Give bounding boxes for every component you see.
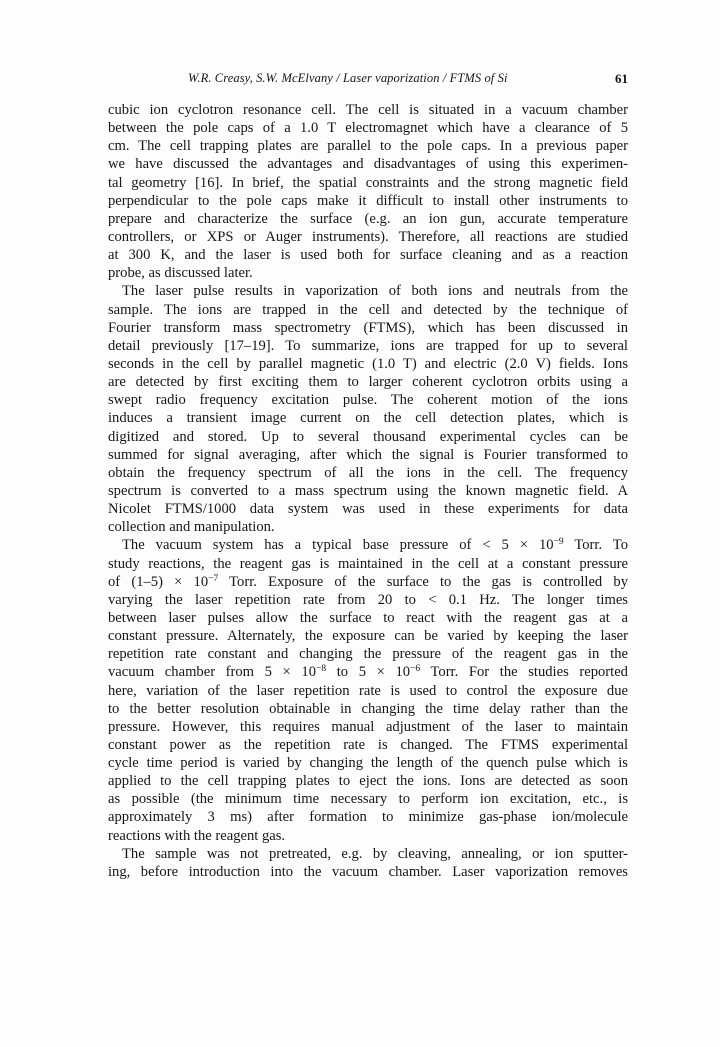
paragraph (108, 845, 628, 881)
running-title: W.R. Creasy, S.W. McElvany / Laser vaporization / FTMS of Si (188, 71, 508, 85)
body-text (108, 101, 628, 881)
text-line: ing, before introduction into the vacuum chamber. Laser vaporization removes (108, 863, 628, 880)
text-line: spectrum is converted to a mass spectrum using the known magnetic field. A (108, 482, 628, 499)
text-line: we have discussed the advantages and disadvantages of using this experimen- (108, 156, 628, 173)
text-line: constant power as the repetition rate is changed. The FTMS experimental (108, 736, 628, 753)
paragraph (108, 536, 628, 844)
text-line: are detected by first exciting them to larger coherent cyclotron orbits using a (108, 374, 628, 391)
page-number: 61 (615, 71, 628, 86)
text-line: controllers, or XPS or Auger instruments). Therefore, all reactions are studied (108, 228, 628, 245)
text-line: Nicolet FTMS/1000 data system was used in these experiments for data (108, 501, 628, 518)
text-line: The vacuum system has a typical base pressure of < $5 \times 10^{-9}$ Torr. To (122, 537, 628, 554)
text-line: digitized and stored. Up to several thousand experimental cycles can be (108, 428, 628, 445)
text-line: cycle time period is varied by changing the length of the quench pulse which is (108, 755, 628, 772)
text-line: varying the laser repetition rate from 20 to < 0.1 Hz. The longer times (108, 591, 628, 608)
text-line: Fourier transform mass spectrometry (FTMS), which has been discussed in (108, 319, 628, 336)
running-head (108, 71, 628, 91)
text-line: repetition rate constant and changing the pressure of the reagent gas in the (108, 646, 628, 663)
paragraph (108, 101, 628, 282)
text-line: as possible (the minimum time necessary to perform ion excitation, etc., is (108, 791, 628, 808)
text-line: reactions with the reagent gas. (108, 827, 286, 844)
text-line: The sample was not pretreated, e.g. by cleaving, annealing, or ion sputter- (122, 845, 628, 862)
text-line: cubic ion cyclotron resonance cell. The cell is situated in a vacuum chamber (108, 102, 628, 118)
text-line: pressure. However, this requires manual adjustment of the laser to maintain (108, 718, 628, 735)
text-line: tal geometry [16]. In brief, the spatial constraints and the strong magnetic field (108, 174, 628, 191)
text-line: obtain the frequency spectrum of all the ions in the cell. The frequency (108, 464, 628, 481)
text-line: applied to the cell trapping plates to eject the ions. Ions are detected as soon (108, 773, 628, 790)
text-line: to the better resolution obtainable in changing the time delay rather than the (108, 700, 628, 717)
text-line: vacuum chamber from $5 \times 10^{-8}$ to $5 \times 10^{-6}$ Torr. For the studies reported (108, 664, 628, 681)
text-line: at 300 K, and the laser is used both for surface cleaning and as a reaction (108, 247, 628, 264)
text-line: swept radio frequency excitation pulse. The coherent motion of the ions (108, 392, 628, 409)
text-line: induces a transient image current on the cell detection plates, which is (108, 410, 628, 427)
text-line: perpendicular to the pole caps make it difficult to install other instruments to (108, 192, 628, 209)
text-line: sample. The ions are trapped in the cell and detected by the technique of (108, 301, 628, 318)
text-line: probe, as discussed later. (108, 265, 253, 282)
text-line: cm. The cell trapping plates are parallel to the pole caps. In a previous paper (108, 138, 628, 155)
text-line: seconds in the cell by parallel magnetic (1.0 T) and electric (2.0 V) fields. Ions (108, 355, 628, 372)
paragraph (108, 282, 628, 536)
text-line: collection and manipulation. (108, 519, 275, 536)
text-line: summed for signal averaging, after which the signal is Fourier transformed to (108, 446, 628, 463)
text-line: between the pole caps of a 1.0 T electromagnet which have a clearance of 5 (108, 120, 628, 137)
text-line: prepare and characterize the surface (e.g. an ion gun, accurate temperature (108, 210, 628, 227)
text-line: approximately 3 ms) after formation to minimize gas-phase ion/molecule (108, 809, 628, 826)
text-line: detail previously [17–19]. To summarize, ions are trapped for up to several (108, 337, 628, 354)
text-line: of $(1-5) \times 10^{-7}$ Torr. Exposure of the surface to the gas is controlled by (108, 573, 628, 590)
text-line: between laser pulses allow the surface to react with the reagent gas at a (108, 609, 628, 626)
text-line: The laser pulse results in vaporization of both ions and neutrals from the (122, 283, 628, 300)
text-line: here, variation of the laser repetition rate is used to control the exposure due (108, 682, 628, 699)
text-line: study reactions, the reagent gas is maintained in the cell at a constant pressure (108, 555, 628, 572)
text-line: constant pressure. Alternately, the exposure can be varied by keeping the laser (108, 628, 628, 645)
